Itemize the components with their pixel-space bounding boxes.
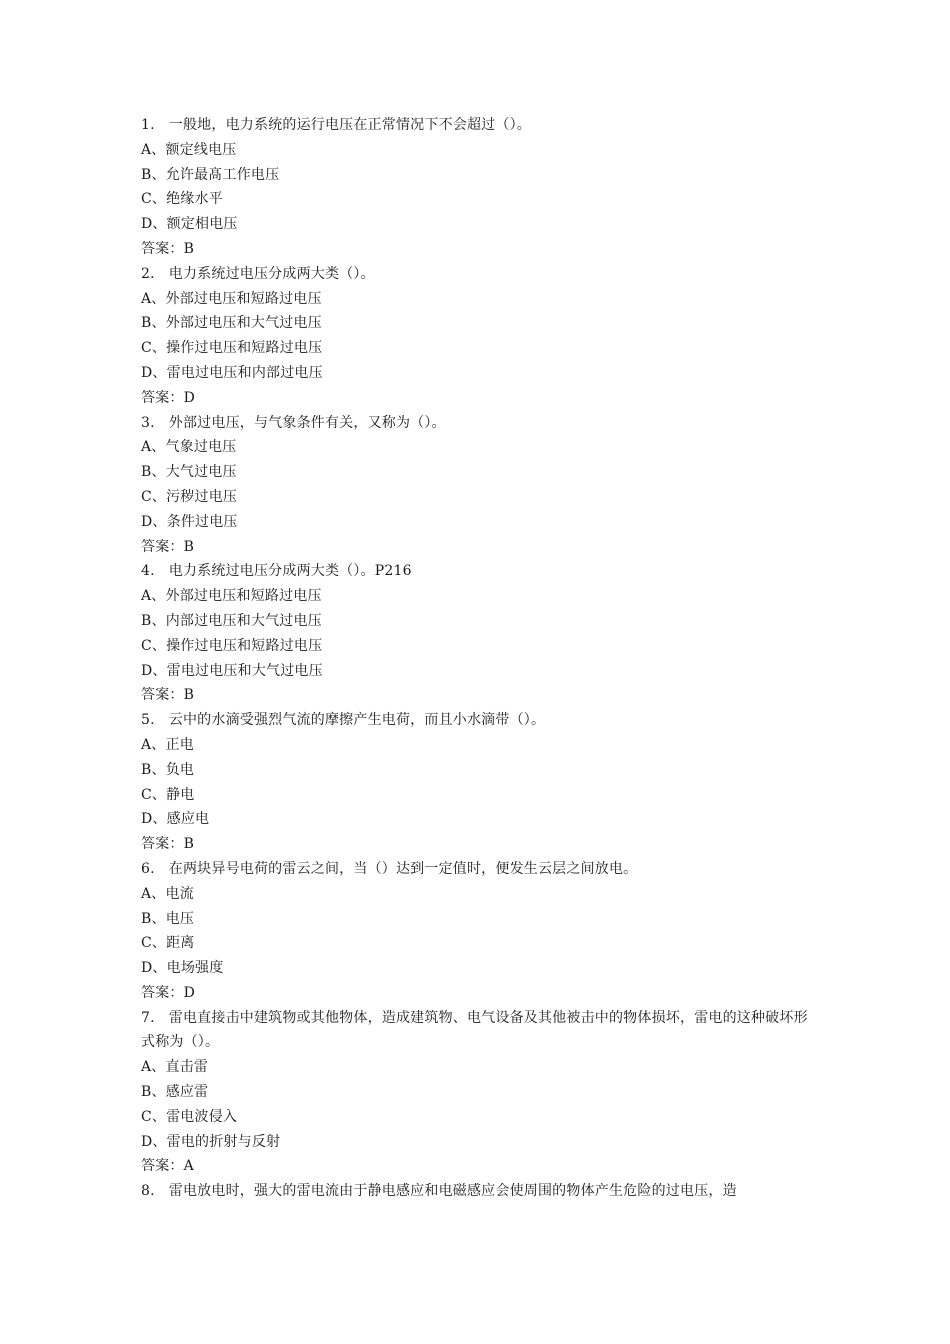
- question-text: 电力系统过电压分成两大类（）。: [168, 265, 375, 282]
- answer: 答案：D: [141, 984, 196, 1001]
- option-c: C、绝缘水平: [141, 191, 223, 208]
- option-c: C、操作过电压和短路过电压: [141, 340, 323, 357]
- answer: 答案：B: [141, 836, 195, 853]
- question-text: 云中的水滴受强烈气流的摩擦产生电荷，而且小水滴带（）。: [168, 712, 546, 729]
- question-number: 6.: [141, 860, 155, 877]
- question-number: 4.: [141, 563, 155, 580]
- option-c: C、污秽过电压: [141, 488, 238, 505]
- question-text: 在两块异号电荷的雷云之间，当（）达到一定值时，便发生云层之间放电。: [168, 860, 638, 877]
- option-b: B、负电: [141, 761, 195, 778]
- question-1: [141, 113, 813, 138]
- option-c: C、雷电波侵入: [141, 1108, 238, 1125]
- option-a: A、外部过电压和短路过电压: [141, 290, 322, 307]
- option-d: D、感应电: [141, 811, 210, 828]
- question-number: 5.: [141, 712, 155, 729]
- option-a: A、外部过电压和短路过电压: [141, 588, 322, 605]
- question-text: 一般地，电力系统的运行电压在正常情况下不会超过（）。: [168, 117, 531, 133]
- question-text: 雷电放电时，强大的雷电流由于静电感应和电磁感应会使周围的物体产生危险的过电压，造: [168, 1183, 737, 1200]
- option-a: A、气象过电压: [141, 439, 237, 456]
- answer: 答案：B: [141, 687, 195, 704]
- option-d: D、雷电过电压和大气过电压: [141, 662, 323, 679]
- question-5: [141, 708, 813, 733]
- option-b: B、内部过电压和大气过电压: [141, 612, 322, 629]
- answer: 答案：B: [141, 240, 195, 257]
- option-c: C、操作过电压和短路过电压: [141, 637, 323, 654]
- option-d: D、雷电的折射与反射: [141, 1133, 281, 1150]
- option-d: D、电场强度: [141, 960, 224, 977]
- question-7: [141, 1006, 813, 1056]
- option-d: D、雷电过电压和内部过电压: [141, 364, 323, 381]
- option-c: C、距离: [141, 935, 195, 952]
- question-6: [141, 857, 813, 882]
- answer: 答案：B: [141, 538, 195, 555]
- question-text: 雷电直接击中建筑物或其他物体，造成建筑物、电气设备及其他被击中的物体损坏，雷电的这种破坏形式称为（）。: [141, 1009, 808, 1051]
- option-b: B、允许最髙工作电压: [141, 166, 280, 183]
- question-number: 7.: [141, 1009, 155, 1026]
- option-a: A、正电: [141, 736, 194, 753]
- question-2: [141, 262, 813, 287]
- option-b: B、外部过电压和大气过电压: [141, 315, 322, 332]
- document-page: [141, 113, 813, 1204]
- option-a: A、电流: [141, 885, 194, 902]
- option-b: B、感应雷: [141, 1084, 209, 1101]
- option-c: C、静电: [141, 786, 195, 803]
- option-d: D、额定相电压: [141, 216, 238, 233]
- question-number: 3.: [141, 414, 155, 431]
- answer: 答案：A: [141, 1158, 194, 1175]
- option-d: D、条件过电压: [141, 513, 238, 530]
- question-number: 2.: [141, 265, 155, 282]
- option-b: B、电压: [141, 910, 195, 927]
- question-number: 8.: [141, 1183, 155, 1200]
- question-text: 电力系统过电压分成两大类（）。P216: [168, 563, 412, 580]
- option-b: B、大气过电压: [141, 464, 237, 481]
- question-number: 1.: [141, 117, 155, 133]
- option-a: A、直击雷: [141, 1059, 209, 1076]
- question-8: [141, 1179, 813, 1204]
- answer: 答案：D: [141, 389, 196, 406]
- option-a: A、额定线电压: [141, 141, 237, 158]
- question-4: [141, 559, 813, 584]
- question-3: [141, 411, 813, 436]
- question-text: 外部过电压，与气象条件有关，又称为（）。: [168, 414, 446, 431]
